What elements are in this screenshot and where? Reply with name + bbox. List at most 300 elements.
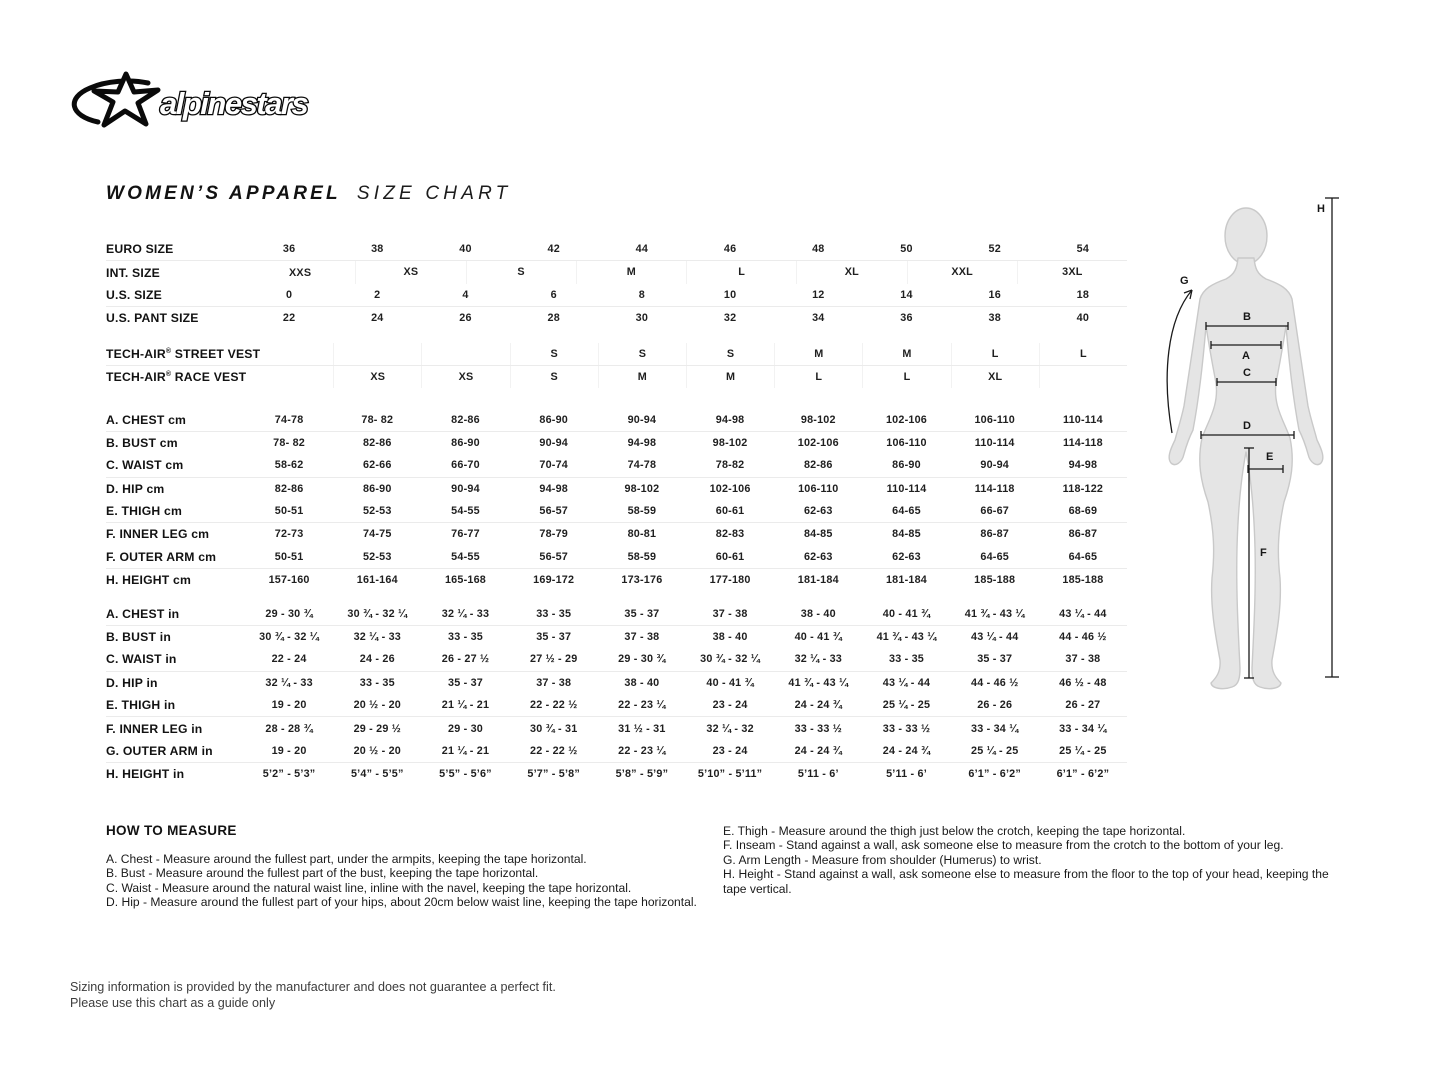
size-cell: 4 xyxy=(462,288,469,301)
size-cell: 5’11 - 6’ xyxy=(886,768,927,781)
size-cell: 185-188 xyxy=(974,574,1016,587)
measurement-figure xyxy=(1148,190,1363,710)
size-cell: 41 ¾ - 43 ¼ xyxy=(964,607,1025,620)
size-cell: 60-61 xyxy=(715,505,745,518)
table-row xyxy=(106,366,1127,388)
size-cell: 8 xyxy=(638,288,645,301)
size-cell: 82-83 xyxy=(715,528,745,541)
figure-label-e: E xyxy=(1266,451,1274,463)
size-cell: 40 - 41 ¾ xyxy=(706,676,754,689)
row-label: TECH-AIR® RACE VEST xyxy=(106,370,247,385)
size-cell: 22 - 22 ½ xyxy=(529,745,578,757)
size-cell: 74-75 xyxy=(362,528,392,541)
row-label: A. CHEST in xyxy=(106,606,180,621)
size-cell: 23 - 24 xyxy=(712,699,748,712)
disclaimer xyxy=(70,980,556,1011)
row-label: D. HIP cm xyxy=(106,481,165,496)
table-row xyxy=(106,602,1127,625)
row-values xyxy=(245,432,1127,454)
figure-label-d: D xyxy=(1243,420,1251,432)
size-cell: 2 xyxy=(374,288,381,301)
size-cell: M xyxy=(576,261,686,283)
size-cell: XS xyxy=(333,366,421,388)
size-cell: 24 - 24 ¾ xyxy=(794,699,842,712)
size-cell: 44 - 46 ½ xyxy=(1059,631,1107,644)
row-label: F. INNER LEG in xyxy=(106,721,203,736)
row-values xyxy=(245,454,1127,476)
size-cell: 43 ¼ - 44 xyxy=(1059,607,1107,620)
size-cell: 29 - 30 ¾ xyxy=(265,607,313,620)
size-cell: 82-86 xyxy=(803,459,833,472)
row-values xyxy=(245,408,1127,430)
figure-label-g: G xyxy=(1180,275,1189,287)
disclaimer-line1: Sizing information is provided by the manufacturer and does not guarantee a perfect fit. xyxy=(70,980,556,994)
size-cell: 30 ¾ - 32 ¼ xyxy=(259,631,319,644)
size-cell: 46 ½ - 48 xyxy=(1059,676,1107,689)
size-cell: 62-63 xyxy=(803,550,833,563)
size-cell: 37 - 38 xyxy=(712,607,748,620)
size-cell: 35 - 37 xyxy=(624,607,660,620)
size-cell: 46 xyxy=(723,243,737,256)
row-values xyxy=(245,546,1127,568)
size-cell: 58-59 xyxy=(627,550,657,563)
size-cell: 32 xyxy=(723,312,737,325)
measure-instruction: H. Height - Stand against a wall, ask someone else to measure from the floor to the top of your head, keeping the tape vertical. xyxy=(723,867,1329,896)
size-cell: 54-55 xyxy=(451,505,480,518)
size-block-cm xyxy=(106,408,1127,591)
size-cell: 114-118 xyxy=(974,482,1015,495)
alpinestars-logo xyxy=(68,70,328,136)
size-cell: S xyxy=(686,343,774,365)
size-cell: 22 - 22 ½ xyxy=(529,699,578,712)
size-cell: 114-118 xyxy=(1062,436,1103,449)
size-cell: 68-69 xyxy=(1068,505,1098,518)
table-row xyxy=(106,284,1127,307)
figure-label-a: A xyxy=(1242,350,1250,362)
size-cell: 27 ½ - 29 xyxy=(529,653,578,666)
size-cell: 25 ¼ - 25 xyxy=(1059,745,1107,757)
how-to-measure-left-column xyxy=(106,852,697,910)
size-cell: 110-114 xyxy=(1062,413,1103,426)
row-label: U.S. SIZE xyxy=(106,287,162,302)
size-cell: 19 - 20 xyxy=(271,745,307,757)
size-cell: XXS xyxy=(289,266,312,279)
size-cell: 102-106 xyxy=(885,413,927,426)
row-values xyxy=(245,569,1127,591)
table-row xyxy=(106,238,1127,261)
page-title-main: WOMEN’S APPAREL xyxy=(106,183,341,204)
size-cell: 36 xyxy=(282,243,296,256)
row-label: INT. SIZE xyxy=(106,265,160,280)
size-cell: 90-94 xyxy=(627,413,657,426)
size-cell: M xyxy=(598,366,686,388)
figure-label-f: F xyxy=(1260,547,1267,559)
size-cell: 70-74 xyxy=(539,459,568,472)
row-label: F. OUTER ARM cm xyxy=(106,549,217,564)
size-cell: 40 xyxy=(459,243,472,256)
size-cell: 60-61 xyxy=(715,550,745,563)
size-cell: 50 xyxy=(900,243,913,256)
size-cell: 62-66 xyxy=(362,459,392,472)
size-cell: 6’1” - 6’2” xyxy=(968,768,1021,781)
size-cell: 90-94 xyxy=(539,436,568,449)
size-cell: 33 - 35 xyxy=(359,676,395,689)
size-cell: 37 - 38 xyxy=(624,631,660,644)
size-cell: 33 - 35 xyxy=(536,607,572,620)
table-row xyxy=(106,763,1127,785)
size-cell: 66-70 xyxy=(451,459,480,472)
size-cell: S xyxy=(466,261,576,283)
size-cell: 48 xyxy=(812,243,825,256)
size-cell: 157-160 xyxy=(268,574,310,587)
size-cell: 173-176 xyxy=(621,574,663,587)
row-label: TECH-AIR® STREET VEST xyxy=(106,346,261,361)
size-cell: 34 xyxy=(812,312,825,325)
size-cell: 50-51 xyxy=(274,505,304,518)
size-cell: 29 - 30 ¾ xyxy=(618,653,666,666)
size-cell: 62-63 xyxy=(803,505,833,518)
size-cell: 80-81 xyxy=(627,528,657,541)
size-cell: 181-184 xyxy=(885,574,927,587)
row-label: EURO SIZE xyxy=(106,242,174,257)
figure-label-h: H xyxy=(1317,203,1325,215)
size-cell: 86-90 xyxy=(362,482,392,495)
size-cell: 94-98 xyxy=(539,482,568,495)
table-row xyxy=(106,740,1127,763)
size-cell: 181-184 xyxy=(797,574,839,587)
size-cell: 24 - 26 xyxy=(359,653,395,666)
size-cell: 78-79 xyxy=(539,528,568,541)
size-cell: M xyxy=(862,343,950,365)
disclaimer-line2: Please use this chart as a guide only xyxy=(70,995,276,1010)
size-cell: 33 - 34 ¼ xyxy=(1059,722,1107,735)
size-cell: 56-57 xyxy=(539,505,568,518)
size-cell: 74-78 xyxy=(274,413,304,426)
size-cell: 0 xyxy=(285,288,293,301)
logo-wordmark: alpinestars xyxy=(160,86,308,121)
table-row xyxy=(106,478,1127,500)
row-values xyxy=(245,648,1127,670)
measure-instruction: D. Hip - Measure around the fullest part of your hips, about 20cm below waist line, keeping the tape horizontal. xyxy=(106,895,697,910)
table-row xyxy=(106,408,1127,431)
size-cell: 30 ¾ - 31 xyxy=(529,722,578,735)
row-label: C. WAIST in xyxy=(106,652,177,667)
how-to-measure-right-column xyxy=(723,824,1341,896)
table-row xyxy=(106,569,1127,591)
size-cell: 64-65 xyxy=(1068,550,1098,563)
size-cell: XS xyxy=(355,261,465,283)
table-row xyxy=(106,694,1127,717)
page-title-sub: SIZE CHART xyxy=(356,183,512,204)
size-cell xyxy=(333,343,421,365)
size-cell: 22 - 23 ¼ xyxy=(618,699,666,712)
row-label: E. THIGH in xyxy=(106,698,176,713)
row-label: U.S. PANT SIZE xyxy=(106,311,199,326)
row-values xyxy=(245,284,1127,306)
row-values xyxy=(245,740,1127,762)
size-cell: 33 - 35 xyxy=(888,653,924,666)
row-label: H. HEIGHT in xyxy=(106,767,185,782)
size-cell: 37 - 38 xyxy=(1065,653,1101,666)
size-cell: 40 - 41 ¾ xyxy=(882,607,931,620)
row-label: A. CHEST cm xyxy=(106,412,187,427)
size-cell: 86-90 xyxy=(451,436,480,449)
row-label: C. WAIST cm xyxy=(106,458,184,473)
size-cell: 24 - 24 ¾ xyxy=(882,745,931,757)
measure-instruction: C. Waist - Measure around the natural waist line, inline with the navel, keeping the tape horizontal. xyxy=(106,880,632,895)
size-cell: 56-57 xyxy=(539,550,568,563)
size-cell: 42 xyxy=(547,243,560,256)
size-cell: M xyxy=(686,366,774,388)
size-cell: 94-98 xyxy=(627,436,657,449)
size-cell: 23 - 24 xyxy=(712,745,748,757)
size-cell: 36 xyxy=(900,312,913,325)
table-row xyxy=(106,343,1127,366)
size-cell: 90-94 xyxy=(451,482,480,495)
how-to-measure-section xyxy=(106,823,1356,910)
table-row xyxy=(106,261,1127,283)
table-row xyxy=(106,648,1127,671)
size-cell: 86-90 xyxy=(892,459,921,472)
size-cell: 84-85 xyxy=(892,528,921,541)
size-cell: 10 xyxy=(723,288,737,301)
size-cell: 3XL xyxy=(1017,261,1127,283)
size-cell: 28 - 28 ¾ xyxy=(265,722,313,735)
size-cell: 16 xyxy=(988,288,1001,301)
size-cell: 86-87 xyxy=(980,528,1009,541)
size-cell: 106-110 xyxy=(886,436,927,449)
size-cell: 169-172 xyxy=(533,574,575,587)
size-cell: 94-98 xyxy=(715,413,745,426)
row-label: F. INNER LEG cm xyxy=(106,527,210,542)
size-cell: S xyxy=(510,343,598,365)
size-cell: 35 - 37 xyxy=(536,631,572,644)
figure-label-b: B xyxy=(1243,311,1251,323)
size-cell: 50-51 xyxy=(274,550,304,563)
row-values xyxy=(245,238,1127,260)
size-cell: 22 - 23 ¼ xyxy=(618,745,666,757)
size-cell: 32 ¼ - 32 xyxy=(706,722,754,735)
size-cell: 102-106 xyxy=(797,436,839,449)
size-cell: 30 ¾ - 32 ¼ xyxy=(700,653,760,666)
row-values xyxy=(245,523,1127,545)
size-cell: 25 ¼ - 25 xyxy=(882,699,931,712)
size-cell: 82-86 xyxy=(451,413,480,426)
size-cell: 98-102 xyxy=(624,482,660,495)
page-title xyxy=(106,183,511,205)
size-cell: M xyxy=(774,343,862,365)
size-cell: 98-102 xyxy=(712,436,748,449)
size-cell: 22 xyxy=(282,312,296,325)
row-values xyxy=(245,717,1127,739)
measure-instruction: E. Thigh - Measure around the thigh just below the crotch, keeping the tape horizontal. xyxy=(723,824,1186,838)
row-values xyxy=(245,500,1127,522)
size-cell: 78-82 xyxy=(715,459,745,472)
size-cell: 78- 82 xyxy=(361,413,394,426)
size-cell: 35 - 37 xyxy=(977,653,1013,666)
size-cell: 74-78 xyxy=(627,459,657,472)
row-label: G. OUTER ARM in xyxy=(106,744,213,758)
row-label: E. THIGH cm xyxy=(106,504,183,519)
size-cell xyxy=(1039,366,1127,388)
size-cell: 6’1” - 6’2” xyxy=(1056,768,1110,781)
size-cell: 5’10” - 5’11” xyxy=(697,768,763,781)
row-values xyxy=(245,763,1127,785)
size-cell: 86-87 xyxy=(1068,528,1098,541)
size-cell: 32 ¼ - 33 xyxy=(265,676,313,689)
table-row xyxy=(106,307,1127,329)
size-cell: 24 xyxy=(371,312,384,325)
size-cell: 40 xyxy=(1076,312,1090,325)
size-cell: L xyxy=(862,366,950,388)
size-cell: XXL xyxy=(907,261,1017,283)
size-cell: 5’8” - 5’9” xyxy=(615,768,669,781)
size-cell: XL xyxy=(951,366,1039,388)
size-cell: 38 - 40 xyxy=(800,607,836,620)
size-cell: 14 xyxy=(900,288,913,301)
size-cell: 26 - 26 xyxy=(977,699,1013,712)
row-label: B. BUST cm xyxy=(106,435,178,450)
size-cell: L xyxy=(951,343,1039,365)
size-cell: 76-77 xyxy=(451,528,480,541)
size-cell: 38 xyxy=(988,312,1001,325)
size-cell: 6 xyxy=(550,288,557,301)
size-block-sizes xyxy=(106,238,1127,330)
measure-instruction: G. Arm Length - Measure from shoulder (Humerus) to wrist. xyxy=(723,852,1042,867)
size-cell: 29 - 29 ½ xyxy=(353,722,401,735)
size-cell: 41 ¾ - 43 ¼ xyxy=(876,631,937,644)
size-cell: 106-110 xyxy=(798,482,839,495)
size-cell xyxy=(421,343,509,365)
size-cell: L xyxy=(1039,343,1127,365)
size-cell: 86-90 xyxy=(539,413,568,426)
table-row xyxy=(106,672,1127,694)
size-block-inches xyxy=(106,602,1127,785)
size-cell: 161-164 xyxy=(356,574,398,587)
size-cell: 18 xyxy=(1076,288,1090,301)
size-cell: 38 xyxy=(371,243,384,256)
table-row xyxy=(106,717,1127,739)
size-cell: XL xyxy=(796,261,906,283)
size-cell: 66-67 xyxy=(980,505,1009,518)
size-cell: 25 ¼ - 25 xyxy=(970,745,1019,757)
size-cell: 44 xyxy=(635,243,649,256)
size-cell: 90-94 xyxy=(980,459,1009,472)
size-cell: 82-86 xyxy=(362,436,392,449)
size-cell: S xyxy=(510,366,598,388)
size-cell: 43 ¼ - 44 xyxy=(882,676,931,689)
size-cell: 30 ¾ - 32 ¼ xyxy=(347,607,408,620)
size-cell: 5’11 - 6’ xyxy=(797,768,839,781)
table-row xyxy=(106,500,1127,523)
measure-instruction: B. Bust - Measure around the fullest part of the bust, keeping the tape horizontal. xyxy=(106,866,539,881)
size-cell: 38 - 40 xyxy=(624,676,660,689)
size-cell: 52-53 xyxy=(362,550,392,563)
table-row xyxy=(106,546,1127,569)
size-cell: 32 ¼ - 33 xyxy=(353,631,401,644)
measure-instruction: F. Inseam - Stand against a wall, ask someone else to measure from the crotch to the bottom of your leg. xyxy=(723,838,1284,853)
row-values xyxy=(245,672,1127,694)
size-cell: 33 - 35 xyxy=(447,631,483,644)
size-cell: 35 - 37 xyxy=(447,676,483,689)
table-row xyxy=(106,454,1127,477)
size-cell: 26 xyxy=(459,312,472,325)
table-row xyxy=(106,626,1127,648)
size-chart-table xyxy=(106,238,1127,786)
size-cell: 58-59 xyxy=(627,505,657,518)
size-cell: 177-180 xyxy=(709,574,751,587)
size-cell: 5’5” - 5’6” xyxy=(439,768,492,781)
alpinestars-logo-icon xyxy=(68,70,328,136)
size-cell: 20 ½ - 20 xyxy=(353,699,401,712)
size-cell: L xyxy=(686,261,796,283)
size-cell: 106-110 xyxy=(974,413,1015,426)
size-cell: 37 - 38 xyxy=(536,676,572,689)
row-label: B. BUST in xyxy=(106,630,171,645)
size-cell: 21 ¼ - 21 xyxy=(441,745,490,757)
row-values xyxy=(245,602,1127,624)
size-cell: 84-85 xyxy=(803,528,833,541)
size-cell: 64-65 xyxy=(892,505,921,518)
row-values xyxy=(245,626,1127,648)
figure-head xyxy=(1225,208,1267,264)
size-block-techair-vests xyxy=(106,343,1127,389)
size-cell: 12 xyxy=(812,288,825,301)
size-cell: 33 - 33 ½ xyxy=(882,722,931,735)
row-values xyxy=(245,261,1127,283)
size-cell: 54 xyxy=(1076,243,1090,256)
size-cell: 52-53 xyxy=(362,505,392,518)
size-cell: 64-65 xyxy=(980,550,1009,563)
size-cell: 185-188 xyxy=(1062,574,1104,587)
size-cell: 165-168 xyxy=(444,574,486,587)
size-cell: 110-114 xyxy=(886,482,927,495)
size-cell: 5’2” - 5’3” xyxy=(262,768,316,781)
size-cell: 44 - 46 ½ xyxy=(970,676,1019,689)
size-cell: 58-62 xyxy=(274,459,304,472)
size-cell: 54-55 xyxy=(451,550,480,563)
size-cell: S xyxy=(598,343,686,365)
size-cell: 78- 82 xyxy=(273,436,305,449)
row-values xyxy=(245,307,1127,329)
row-values xyxy=(245,343,1127,365)
size-cell: 110-114 xyxy=(974,436,1015,449)
size-cell: 31 ½ - 31 xyxy=(618,722,666,735)
size-cell: 118-122 xyxy=(1062,482,1104,495)
table-row xyxy=(106,432,1127,454)
size-cell: 33 - 34 ¼ xyxy=(970,722,1019,735)
size-cell: 52 xyxy=(988,243,1001,256)
table-row xyxy=(106,523,1127,545)
size-cell: L xyxy=(774,366,862,388)
size-cell: XS xyxy=(421,366,509,388)
size-cell: 94-98 xyxy=(1068,459,1098,472)
size-cell: 29 - 30 xyxy=(447,722,483,735)
size-cell: 5’7” - 5’8” xyxy=(527,768,580,781)
size-cell: 20 ½ - 20 xyxy=(353,745,401,757)
row-values xyxy=(245,694,1127,716)
size-cell: 32 ¼ - 33 xyxy=(441,607,490,620)
size-cell: 30 xyxy=(635,312,649,325)
size-cell: 72-73 xyxy=(274,528,304,541)
size-cell: 38 - 40 xyxy=(712,631,748,644)
size-cell: 28 xyxy=(547,312,560,325)
figure-label-c: C xyxy=(1243,367,1251,379)
row-values xyxy=(245,366,1127,388)
size-cell: 26 - 27 ½ xyxy=(441,653,490,666)
size-cell: 62-63 xyxy=(892,550,921,563)
size-cell: 43 ¼ - 44 xyxy=(970,631,1019,644)
